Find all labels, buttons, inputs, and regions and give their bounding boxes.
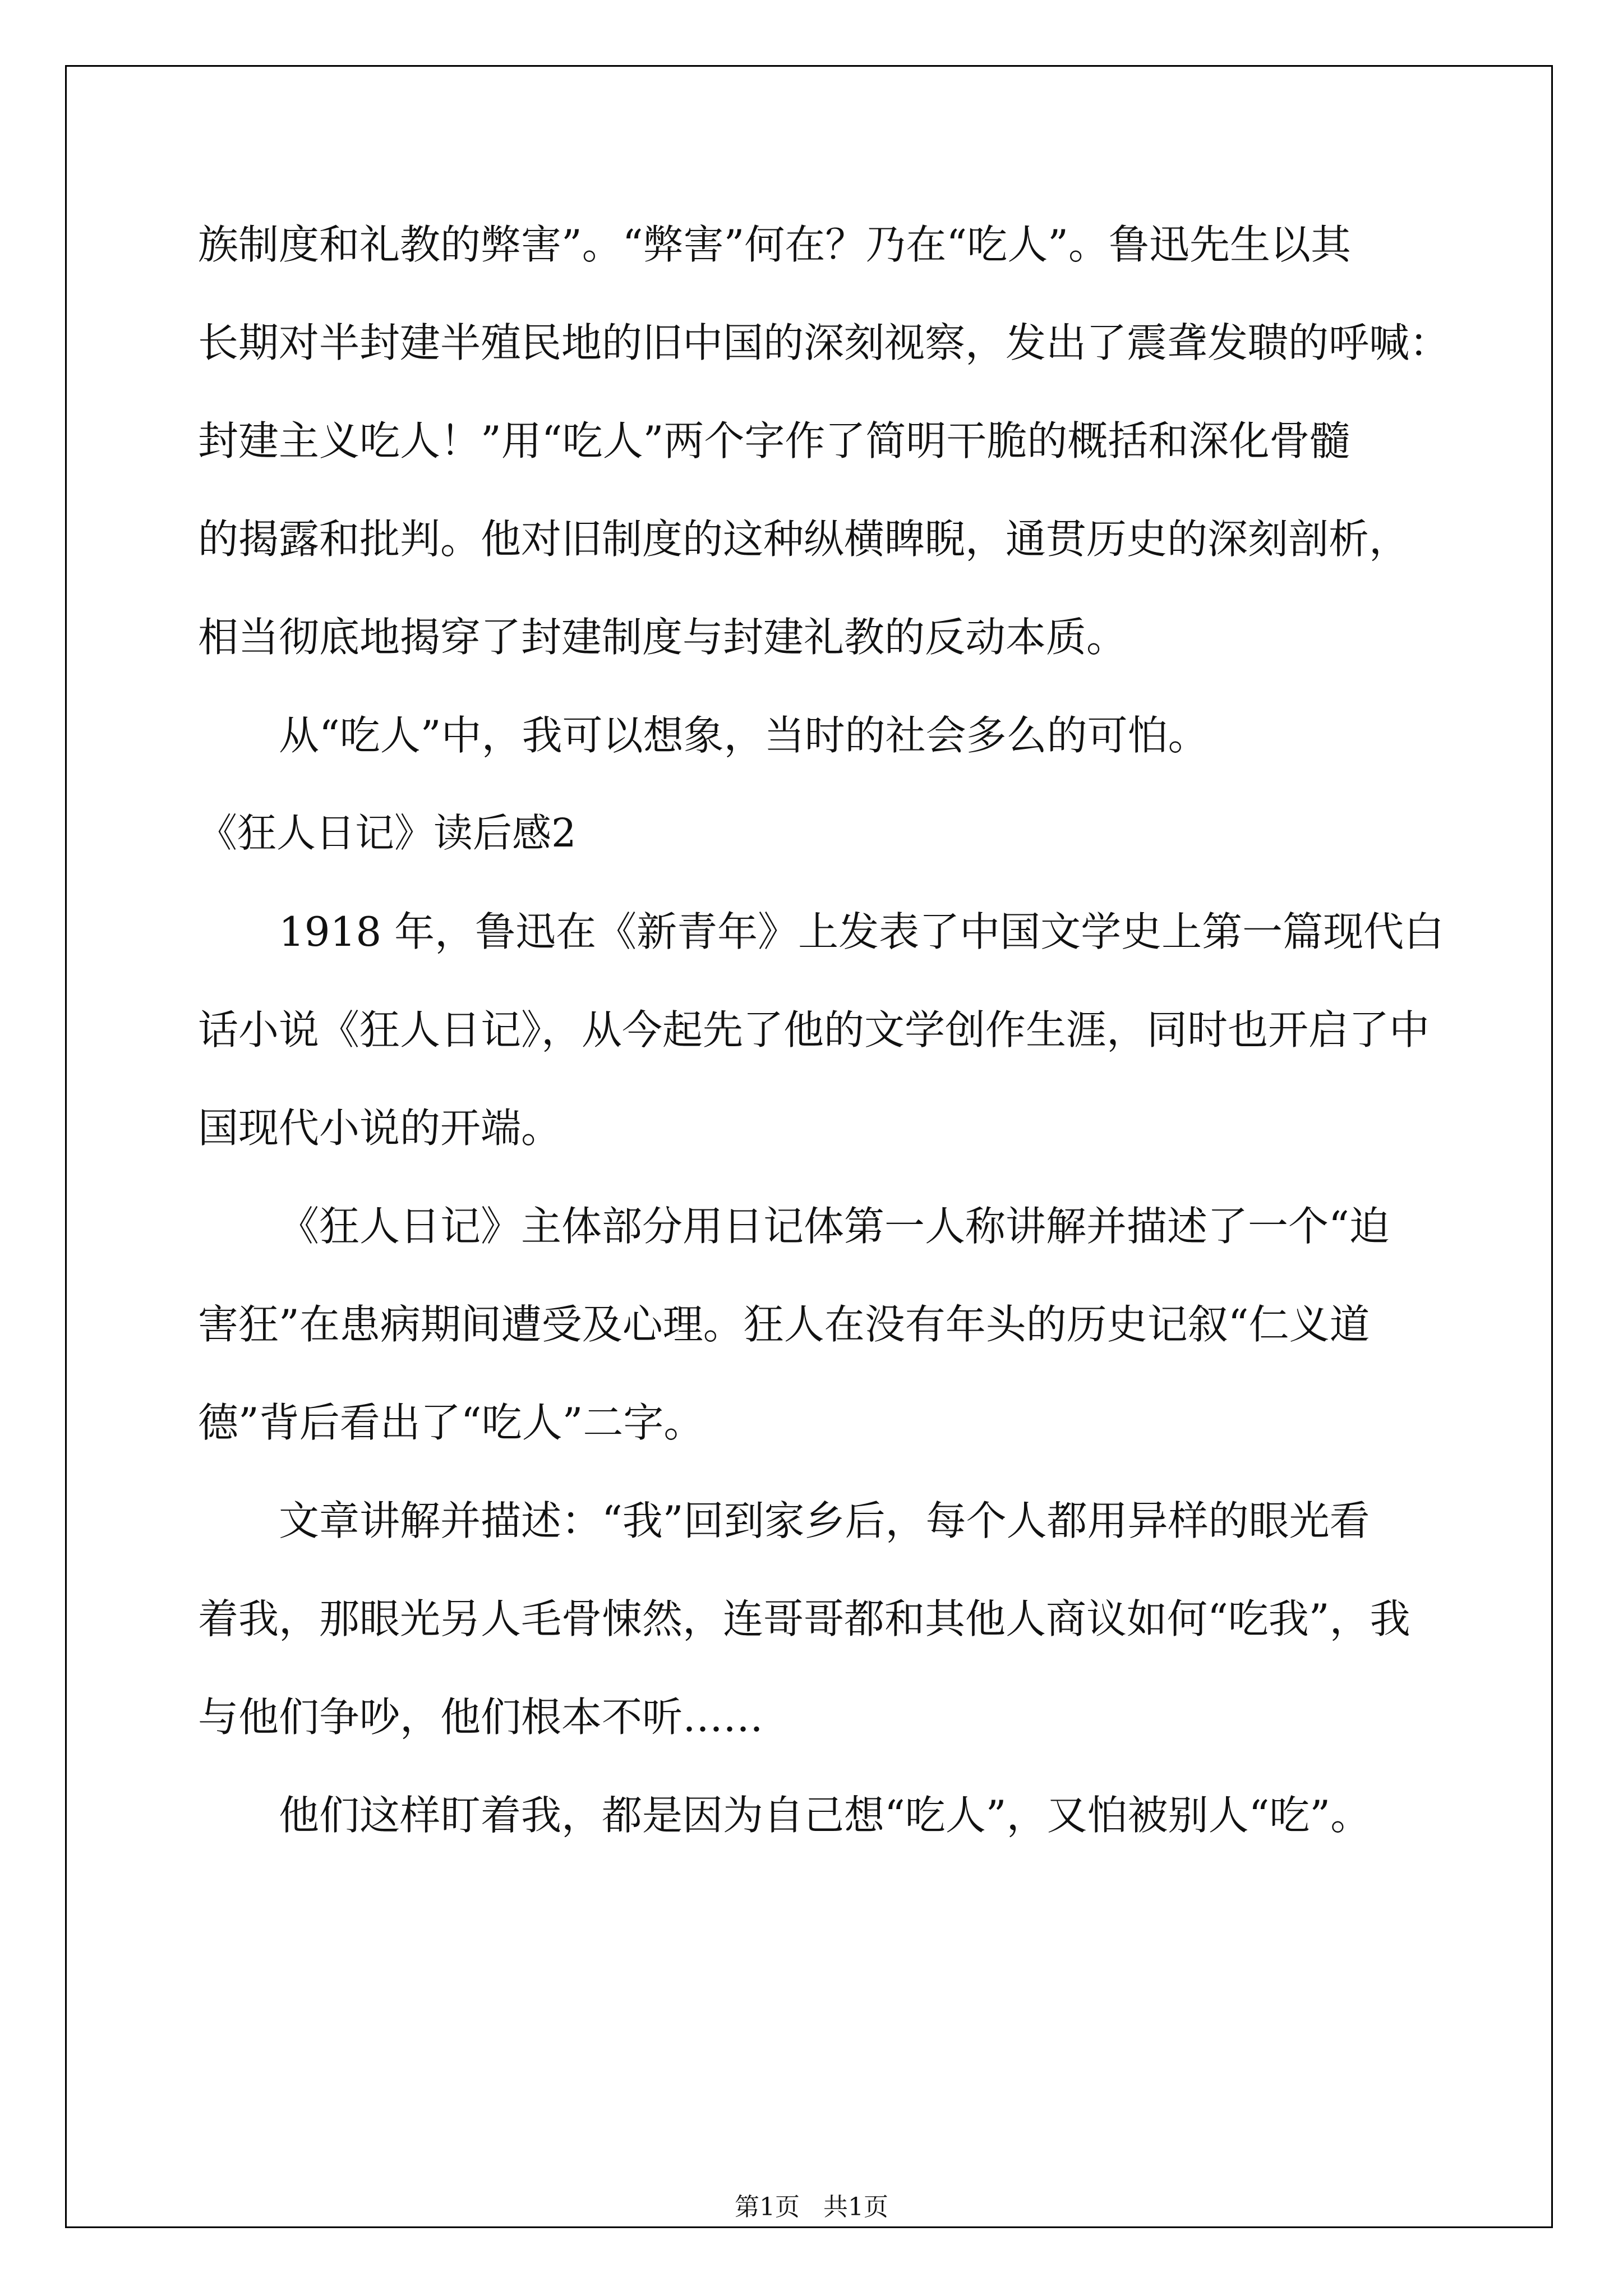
text-line: 话小说《狂人日记》，从今起先了他的文学创作生涯，同时也开启了中 bbox=[198, 1006, 1430, 1053]
text-line: 文章讲解并描述：“我”回到家乡后，每个人都用异样的眼光看 bbox=[279, 1497, 1370, 1544]
text-line: 相当彻底地揭穿了封建制度与封建礼教的反动本质。 bbox=[198, 614, 1127, 661]
page-footer: 第1页 共1页 bbox=[735, 2193, 888, 2221]
text-line: 他们这样盯着我，都是因为自己想“吃人”，又怕被别人“吃”。 bbox=[279, 1792, 1371, 1839]
text-line: 1918 年，鲁迅在《新青年》上发表了中国文学史上第一篇现代白 bbox=[279, 908, 1445, 955]
text-line: 国现代小说的开端。 bbox=[198, 1105, 562, 1152]
text-line: 《狂人日记》主体部分用日记体第一人称讲解并描述了一个“迫 bbox=[279, 1203, 1390, 1250]
text-line: 与他们争吵，他们根本不听…… bbox=[198, 1694, 764, 1741]
text-line: 的揭露和批判。他对旧制度的这种纵横睥睨，通贯历史的深刻剖析， bbox=[198, 516, 1410, 563]
text-line: 长期对半封建半殖民地的旧中国的深刻视察，发出了震聋发聩的呼喊： bbox=[198, 319, 1450, 366]
section-heading: 《狂人日记》读后感2 bbox=[198, 810, 577, 856]
text-line: 族制度和礼教的弊害”。“弊害”何在？乃在“吃人”。鲁迅先生以其 bbox=[198, 221, 1352, 268]
text-line: 封建主义吃人！”用“吃人”两个字作了简明干脆的概括和深化骨髓 bbox=[198, 417, 1350, 464]
text-line: 害狂”在患病期间遭受及心理。狂人在没有年头的历史记叙“仁义道 bbox=[198, 1301, 1370, 1348]
text-line: 着我，那眼光另人毛骨悚然，连哥哥都和其他人商议如何“吃我”，我 bbox=[198, 1595, 1410, 1642]
text-line: 从“吃人”中，我可以想象，当时的社会多么的可怕。 bbox=[279, 712, 1209, 759]
text-line: 德”背后看出了“吃人”二字。 bbox=[198, 1399, 704, 1446]
